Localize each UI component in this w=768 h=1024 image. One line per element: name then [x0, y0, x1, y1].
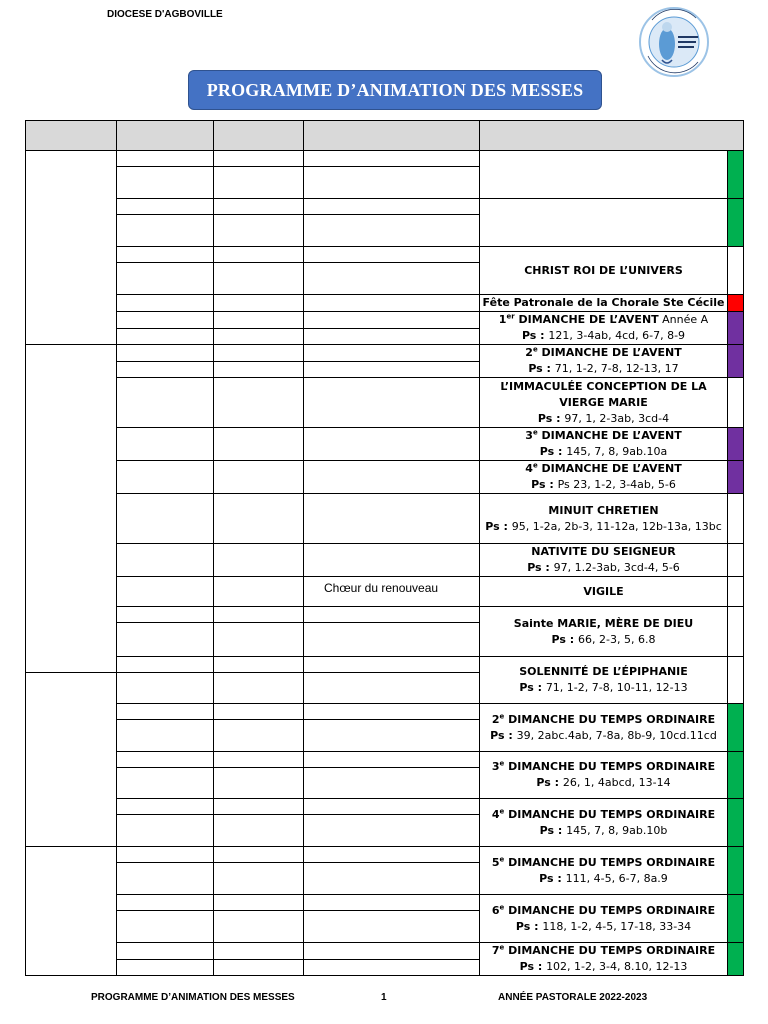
choir-cell — [304, 863, 480, 895]
psalm-label: Ps : — [536, 776, 563, 789]
choir-cell — [304, 799, 480, 815]
psalm-label: Ps : — [528, 362, 555, 375]
celebration-title: DIMANCHE DE L’AVENT — [541, 346, 682, 359]
date-cell — [117, 361, 214, 378]
celebration-title: Sainte MARIE, MÈRE DE DIEU — [513, 616, 694, 630]
celebration-title: DIMANCHE DU TEMPS ORDINAIRE — [508, 903, 716, 917]
choir-cell — [304, 263, 480, 295]
liturgical-color-cell — [728, 247, 744, 295]
time-cell — [214, 151, 304, 167]
liturgical-color-cell — [728, 847, 744, 895]
choir-cell — [304, 428, 480, 461]
date-cell — [117, 768, 214, 799]
choir-cell — [304, 657, 480, 673]
choir-cell — [304, 461, 480, 494]
celebration-number: 2 — [491, 712, 500, 726]
psalm-label: Ps : — [539, 823, 567, 837]
time-cell — [214, 911, 304, 943]
time-cell — [214, 720, 304, 752]
psalm-reference — [480, 959, 727, 975]
time-cell — [214, 544, 304, 577]
date-cell — [117, 720, 214, 752]
celebration-name — [480, 295, 727, 311]
date-cell — [117, 215, 214, 247]
time-cell — [214, 768, 304, 799]
celebration-number: 6 — [491, 903, 500, 917]
psalm-label: Ps : — [519, 681, 546, 694]
psalm-reference — [480, 728, 727, 744]
choir-cell — [304, 623, 480, 657]
table-row — [26, 378, 744, 428]
celebration-cell — [480, 312, 728, 345]
choir-name: Chœur du renouveau — [324, 580, 439, 595]
time-cell — [214, 215, 304, 247]
celebration-cell — [480, 494, 728, 544]
time-cell — [214, 943, 304, 960]
celebration-cell — [480, 151, 728, 199]
time-cell — [214, 167, 304, 199]
time-cell — [214, 328, 304, 345]
date-cell — [117, 959, 214, 976]
date-cell — [117, 799, 214, 815]
celebration-name — [480, 759, 727, 775]
celebration-title: MINUIT CHRETIEN — [548, 503, 659, 517]
celebration-title: DIMANCHE DE L’AVENT — [541, 462, 682, 475]
date-cell — [117, 847, 214, 863]
psalm-label: Ps : — [490, 728, 517, 742]
celebration-name — [480, 428, 727, 444]
time-cell — [214, 263, 304, 295]
time-cell — [214, 428, 304, 461]
date-cell — [117, 494, 214, 544]
date-cell — [117, 345, 214, 362]
liturgical-color-cell — [728, 295, 744, 312]
table-row — [26, 704, 744, 720]
time-cell — [214, 847, 304, 863]
time-cell — [214, 247, 304, 263]
celebration-name — [480, 461, 727, 477]
celebration-cell — [480, 428, 728, 461]
psalm-label: Ps : — [531, 478, 558, 491]
month-cell — [26, 151, 117, 345]
date-cell — [117, 461, 214, 494]
celebration-name — [480, 664, 727, 680]
date-cell — [117, 247, 214, 263]
celebration-ordinal: e — [499, 854, 505, 863]
table-row — [26, 895, 744, 911]
psalm-verses: 102, 1-2, 3-4, 8.10, 12-13 — [546, 960, 688, 973]
celebration-name — [480, 616, 727, 632]
date-cell — [117, 673, 214, 704]
time-cell — [214, 295, 304, 312]
psalm-verses: 97, 1.2-3ab, 3cd-4, 5-6 — [553, 561, 680, 574]
date-cell — [117, 863, 214, 895]
celebration-cell — [480, 378, 728, 428]
date-cell — [117, 752, 214, 768]
time-cell — [214, 799, 304, 815]
time-cell — [214, 494, 304, 544]
table-row — [26, 577, 744, 607]
celebration-cell — [480, 847, 728, 895]
celebration-ordinal: e — [499, 902, 505, 911]
choir-cell — [304, 815, 480, 847]
celebration-cell — [480, 607, 728, 657]
celebration-ordinal: e — [532, 461, 538, 470]
table-row — [26, 544, 744, 577]
table-row — [26, 494, 744, 544]
choir-cell — [304, 720, 480, 752]
time-cell — [214, 752, 304, 768]
header-cell — [117, 121, 214, 151]
celebration-number: 3 — [525, 429, 533, 442]
celebration-title: CHRIST ROI DE L’UNIVERS — [524, 263, 683, 277]
celebration-cell — [480, 577, 728, 607]
table-row — [26, 312, 744, 329]
date-cell — [117, 577, 214, 607]
celebration-name — [480, 544, 727, 560]
page-title: PROGRAMME D’ANIMATION DES MESSES — [206, 79, 584, 100]
psalm-reference — [480, 519, 727, 535]
date-cell — [117, 911, 214, 943]
diocese-logo — [634, 0, 714, 80]
footer-title: PROGRAMME D’ANIMATION DES MESSES — [91, 992, 295, 1003]
celebration-number: 4 — [491, 807, 500, 821]
liturgical-color-cell — [728, 378, 744, 428]
celebration-name — [480, 312, 727, 328]
celebration-cell — [480, 247, 728, 295]
celebration-name — [480, 345, 727, 361]
liturgical-color-cell — [728, 494, 744, 544]
month-cell — [26, 345, 117, 673]
time-cell — [214, 361, 304, 378]
date-cell — [117, 544, 214, 577]
time-cell — [214, 863, 304, 895]
date-cell — [117, 623, 214, 657]
date-cell — [117, 704, 214, 720]
celebration-number: 2 — [525, 346, 533, 359]
table-row — [26, 151, 744, 167]
psalm-verses: 145, 7, 8, 9ab.10a — [566, 445, 668, 458]
month-cell — [26, 673, 117, 847]
psalm-reference — [480, 477, 727, 493]
choir-cell — [304, 215, 480, 247]
table-header-row — [26, 121, 744, 151]
table-row — [26, 345, 744, 362]
psalm-verses: Ps 23, 1-2, 3-4ab, 5-6 — [557, 478, 676, 491]
psalm-label: Ps : — [521, 329, 549, 342]
date-cell — [117, 815, 214, 847]
choir-cell — [304, 847, 480, 863]
celebration-name — [480, 943, 727, 959]
choir-cell — [304, 151, 480, 167]
choir-cell — [304, 607, 480, 623]
celebration-number: 4 — [525, 462, 533, 475]
date-cell — [117, 295, 214, 312]
liturgical-color-cell — [728, 607, 744, 657]
psalm-verses: 66, 2-3, 5, 6.8 — [578, 632, 656, 646]
celebration-name — [480, 584, 727, 600]
liturgical-color-cell — [728, 345, 744, 378]
liturgical-color-cell — [728, 428, 744, 461]
date-cell — [117, 428, 214, 461]
header-cell — [304, 121, 480, 151]
psalm-reference — [480, 411, 727, 427]
time-cell — [214, 895, 304, 911]
liturgical-color-cell — [728, 151, 744, 199]
psalm-verses: 71, 1-2, 7-8, 12-13, 17 — [554, 362, 679, 375]
psalm-label: Ps : — [527, 561, 554, 574]
celebration-number: 7 — [491, 944, 500, 957]
liturgical-color-cell — [728, 312, 744, 345]
liturgical-color-cell — [728, 895, 744, 943]
celebration-title: DIMANCHE DU TEMPS ORDINAIRE — [508, 855, 716, 869]
psalm-label: Ps : — [539, 871, 566, 885]
diocese-name: DIOCESE D'AGBOVILLE — [107, 9, 223, 20]
choir-cell — [304, 312, 480, 329]
psalm-label: Ps : — [519, 960, 547, 973]
celebration-name — [480, 855, 727, 871]
choir-cell — [304, 544, 480, 577]
liturgical-color-cell — [728, 657, 744, 704]
choir-cell — [304, 345, 480, 362]
psalm-reference — [480, 632, 727, 648]
date-cell — [117, 328, 214, 345]
choir-cell — [304, 167, 480, 199]
header-cell — [26, 121, 117, 151]
psalm-reference — [480, 871, 727, 887]
celebration-cell — [480, 895, 728, 943]
choir-cell — [304, 959, 480, 976]
psalm-reference — [480, 444, 727, 460]
celebration-ordinal: e — [532, 345, 538, 354]
psalm-label: Ps : — [551, 632, 579, 646]
date-cell — [117, 312, 214, 329]
celebration-number: 5 — [491, 855, 500, 869]
table-row — [26, 752, 744, 768]
footer-page-number: 1 — [381, 992, 387, 1003]
choir-cell — [304, 378, 480, 428]
celebration-cell — [480, 461, 728, 494]
celebration-cell — [480, 943, 728, 976]
liturgical-color-cell — [728, 544, 744, 577]
celebration-ordinal: e — [499, 806, 505, 815]
celebration-title: DIMANCHE DU TEMPS ORDINAIRE — [508, 712, 716, 726]
liturgical-color-cell — [728, 577, 744, 607]
date-cell — [117, 943, 214, 960]
celebration-ordinal: e — [499, 943, 505, 952]
celebration-cell — [480, 752, 728, 799]
liturgical-color-cell — [728, 461, 744, 494]
table-row — [26, 428, 744, 461]
celebration-cell — [480, 704, 728, 752]
psalm-label: Ps : — [539, 445, 567, 458]
month-cell — [26, 847, 117, 976]
celebration-name — [480, 712, 727, 728]
celebration-year: Année A — [658, 313, 709, 326]
celebration-cell — [480, 345, 728, 378]
psalm-verses: 95, 1-2a, 2b-3, 11-12a, 12b-13a, 13bc — [511, 519, 722, 533]
psalm-reference — [480, 775, 727, 791]
choir-cell — [304, 577, 480, 607]
table-row — [26, 847, 744, 863]
psalm-verses: 71, 1-2, 7-8, 10-11, 12-13 — [545, 681, 688, 694]
psalm-reference — [480, 823, 727, 839]
liturgical-color-cell — [728, 752, 744, 799]
footer-year: ANNÉE PASTORALE 2022-2023 — [498, 992, 648, 1003]
time-cell — [214, 199, 304, 215]
celebration-title: DIMANCHE DE L’AVENT — [518, 313, 659, 326]
celebration-title: DIMANCHE DU TEMPS ORDINAIRE — [508, 944, 716, 957]
time-cell — [214, 607, 304, 623]
choir-cell — [304, 943, 480, 960]
choir-cell — [304, 768, 480, 799]
choir-cell — [304, 673, 480, 704]
table-row — [26, 247, 744, 263]
celebration-number: 3 — [491, 760, 500, 773]
choir-cell — [304, 295, 480, 312]
liturgical-color-cell — [728, 704, 744, 752]
celebration-ordinal: e — [499, 711, 505, 720]
liturgical-color-cell — [728, 799, 744, 847]
time-cell — [214, 378, 304, 428]
celebration-cell — [480, 657, 728, 704]
celebration-title: DIMANCHE DU TEMPS ORDINAIRE — [508, 807, 716, 821]
psalm-reference — [480, 919, 727, 935]
time-cell — [214, 704, 304, 720]
psalm-verses: 26, 1, 4abcd, 13-14 — [562, 776, 671, 789]
celebration-title: L’IMMACULÉE CONCEPTION DE LA VIERGE MARIE — [500, 379, 707, 409]
table-row — [26, 199, 744, 215]
header-cell — [214, 121, 304, 151]
psalm-verses: 118, 1-2, 4-5, 17-18, 33-34 — [542, 919, 692, 933]
date-cell — [117, 167, 214, 199]
celebration-title: VIGILE — [583, 584, 624, 598]
table-row — [26, 607, 744, 623]
choir-cell — [304, 704, 480, 720]
date-cell — [117, 895, 214, 911]
celebration-name — [480, 903, 727, 919]
date-cell — [117, 657, 214, 673]
choir-cell — [304, 895, 480, 911]
time-cell — [214, 345, 304, 362]
mass-program-table — [25, 120, 744, 976]
celebration-title: SOLENNITÉ DE L’ÉPIPHANIE — [519, 665, 688, 678]
table-row — [26, 461, 744, 494]
celebration-ordinal: e — [532, 428, 538, 437]
choir-cell — [304, 494, 480, 544]
choir-cell — [304, 328, 480, 345]
choir-cell — [304, 361, 480, 378]
time-cell — [214, 673, 304, 704]
date-cell — [117, 263, 214, 295]
date-cell — [117, 151, 214, 167]
date-cell — [117, 378, 214, 428]
psalm-label: Ps : — [537, 411, 565, 425]
celebration-cell — [480, 295, 728, 312]
celebration-title: NATIVITE DU SEIGNEUR — [531, 545, 676, 558]
celebration-number: 1 — [498, 313, 507, 326]
celebration-title: Fête Patronale de la Chorale Ste Cécile — [482, 296, 725, 309]
choir-cell — [304, 911, 480, 943]
celebration-title: DIMANCHE DE L’AVENT — [541, 429, 682, 442]
psalm-verses: 39, 2abc.4ab, 7-8a, 8b-9, 10cd.11cd — [516, 728, 717, 742]
celebration-name — [480, 503, 727, 519]
celebration-ordinal: e — [499, 759, 505, 768]
psalm-verses: 145, 7, 8, 9ab.10b — [566, 823, 668, 837]
choir-cell — [304, 199, 480, 215]
psalm-verses: 121, 3-4ab, 4cd, 6-7, 8-9 — [548, 329, 686, 342]
psalm-reference — [480, 361, 727, 377]
celebration-ordinal: er — [506, 312, 515, 321]
psalm-verses: 97, 1, 2-3ab, 3cd-4 — [564, 411, 670, 425]
celebration-name — [480, 379, 727, 411]
liturgical-color-cell — [728, 943, 744, 976]
time-cell — [214, 623, 304, 657]
choir-cell — [304, 752, 480, 768]
psalm-label: Ps : — [485, 519, 512, 533]
time-cell — [214, 312, 304, 329]
time-cell — [214, 815, 304, 847]
celebration-title: DIMANCHE DU TEMPS ORDINAIRE — [508, 760, 716, 773]
table-row — [26, 943, 744, 960]
celebration-name — [480, 807, 727, 823]
page-title-box — [188, 70, 602, 110]
table-row — [26, 657, 744, 673]
psalm-verses: 111, 4-5, 6-7, 8a.9 — [565, 871, 668, 885]
psalm-reference — [480, 328, 727, 344]
liturgical-color-cell — [728, 199, 744, 247]
time-cell — [214, 657, 304, 673]
time-cell — [214, 577, 304, 607]
psalm-label: Ps : — [515, 919, 543, 933]
header-cell — [480, 121, 744, 151]
psalm-reference — [480, 560, 727, 576]
celebration-name — [480, 263, 727, 279]
table-row — [26, 295, 744, 312]
date-cell — [117, 607, 214, 623]
psalm-reference — [480, 680, 727, 696]
table-row — [26, 799, 744, 815]
celebration-cell — [480, 799, 728, 847]
date-cell — [117, 199, 214, 215]
celebration-cell — [480, 199, 728, 247]
celebration-cell — [480, 544, 728, 577]
choir-cell — [304, 247, 480, 263]
time-cell — [214, 461, 304, 494]
time-cell — [214, 959, 304, 976]
